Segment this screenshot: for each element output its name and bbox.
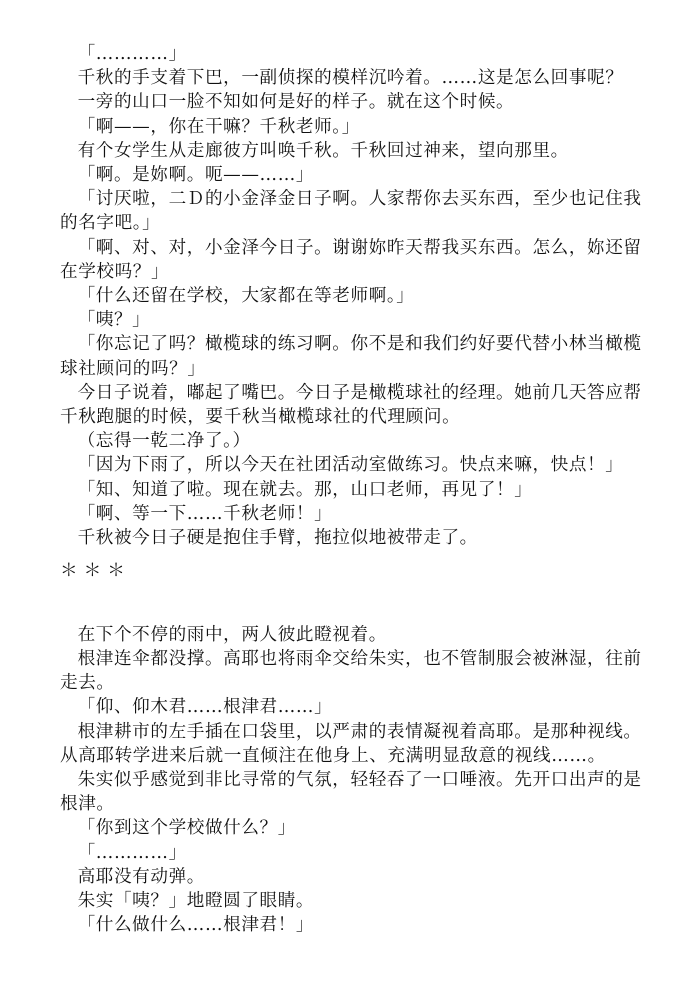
paragraph: 「仰、仰木君……根津君……」 (77, 697, 333, 718)
paragraph: 根津连伞都没撑。高耶也将雨伞交给朱实，也不管制服会被淋湿，往前走去。 (60, 649, 642, 694)
paragraph: 千秋的手支着下巴，一副侦探的模样沉吟着。……这是怎么回事呢？ (77, 68, 624, 89)
paragraph: 有个女学生从走廊彼方叫唤千秋。千秋回过神来，望向那里。 (77, 140, 569, 161)
paragraph: 「…………」 (77, 842, 187, 863)
paragraph: 朱实「咦？」地瞪圆了眼睛。 (77, 891, 315, 912)
paragraph: 「啊——，你在干嘛？千秋老师。」 (77, 116, 360, 137)
paragraph: 千秋被今日子硬是抱住手臂，拖拉似地被带走了。 (77, 528, 478, 549)
paragraph: 「…………」 (77, 44, 187, 64)
paragraph: 一旁的山口一脸不知如何是好的样子。就在这个时候。 (77, 92, 515, 113)
paragraph: 朱实似乎感觉到非比寻常的气氛，轻轻吞了一口唾液。先开口出声的是根津。 (60, 770, 642, 815)
paragraph: 「因为下雨了，所以今天在社团活动室做练习。快点来嘛，快点！」 (77, 455, 624, 476)
paragraph: 「啊、等一下……千秋老师！」 (77, 503, 333, 524)
paragraph: 「你到这个学校做什么？」 (77, 818, 296, 839)
paragraph: 「什么做什么……根津君！」 (77, 915, 315, 936)
paragraph: 「咦？」 (77, 310, 151, 331)
paragraph: 「什么还留在学校，大家都在等老师啊。」 (77, 286, 415, 307)
paragraph: （忘得一乾二净了。） (77, 431, 251, 452)
document-page (60, 42, 650, 938)
paragraph: 「啊、对、对，小金泽今日子。谢谢妳昨天帮我买东西。怎么，妳还留在学校吗？」 (60, 237, 642, 282)
paragraph: 「讨厌啦，二Ｄ的小金泽金日子啊。人家帮你去买东西，至少也记住我的名字吧。」 (60, 189, 642, 234)
paragraph: 高耶没有动弹。 (77, 866, 205, 887)
paragraph: 「知、知道了啦。现在就去。那，山口老师，再见了！」 (77, 479, 533, 500)
paragraph: 根津耕市的左手插在口袋里，以严肃的表情凝视着高耶。是那种视线。从高耶转学进来后就一直倾注在他身上、充满明显敌意的视线……。 (60, 721, 642, 766)
paragraph: 「你忘记了吗？橄榄球的练习啊。你不是和我们约好要代替小林当橄榄球社顾问的吗？」 (60, 334, 642, 379)
paragraph: 在下个不停的雨中，两人彼此瞪视着。 (77, 624, 387, 645)
section-separator: ＊＊＊ (60, 561, 131, 582)
paragraph: 「啊。是妳啊。呃——……」 (77, 165, 315, 186)
paragraph: 今日子说着，嘟起了嘴巴。今日子是橄榄球社的经理。她前几天答应帮千秋跑腿的时候，要千秋当橄榄球社的代理顾问。 (60, 382, 642, 428)
